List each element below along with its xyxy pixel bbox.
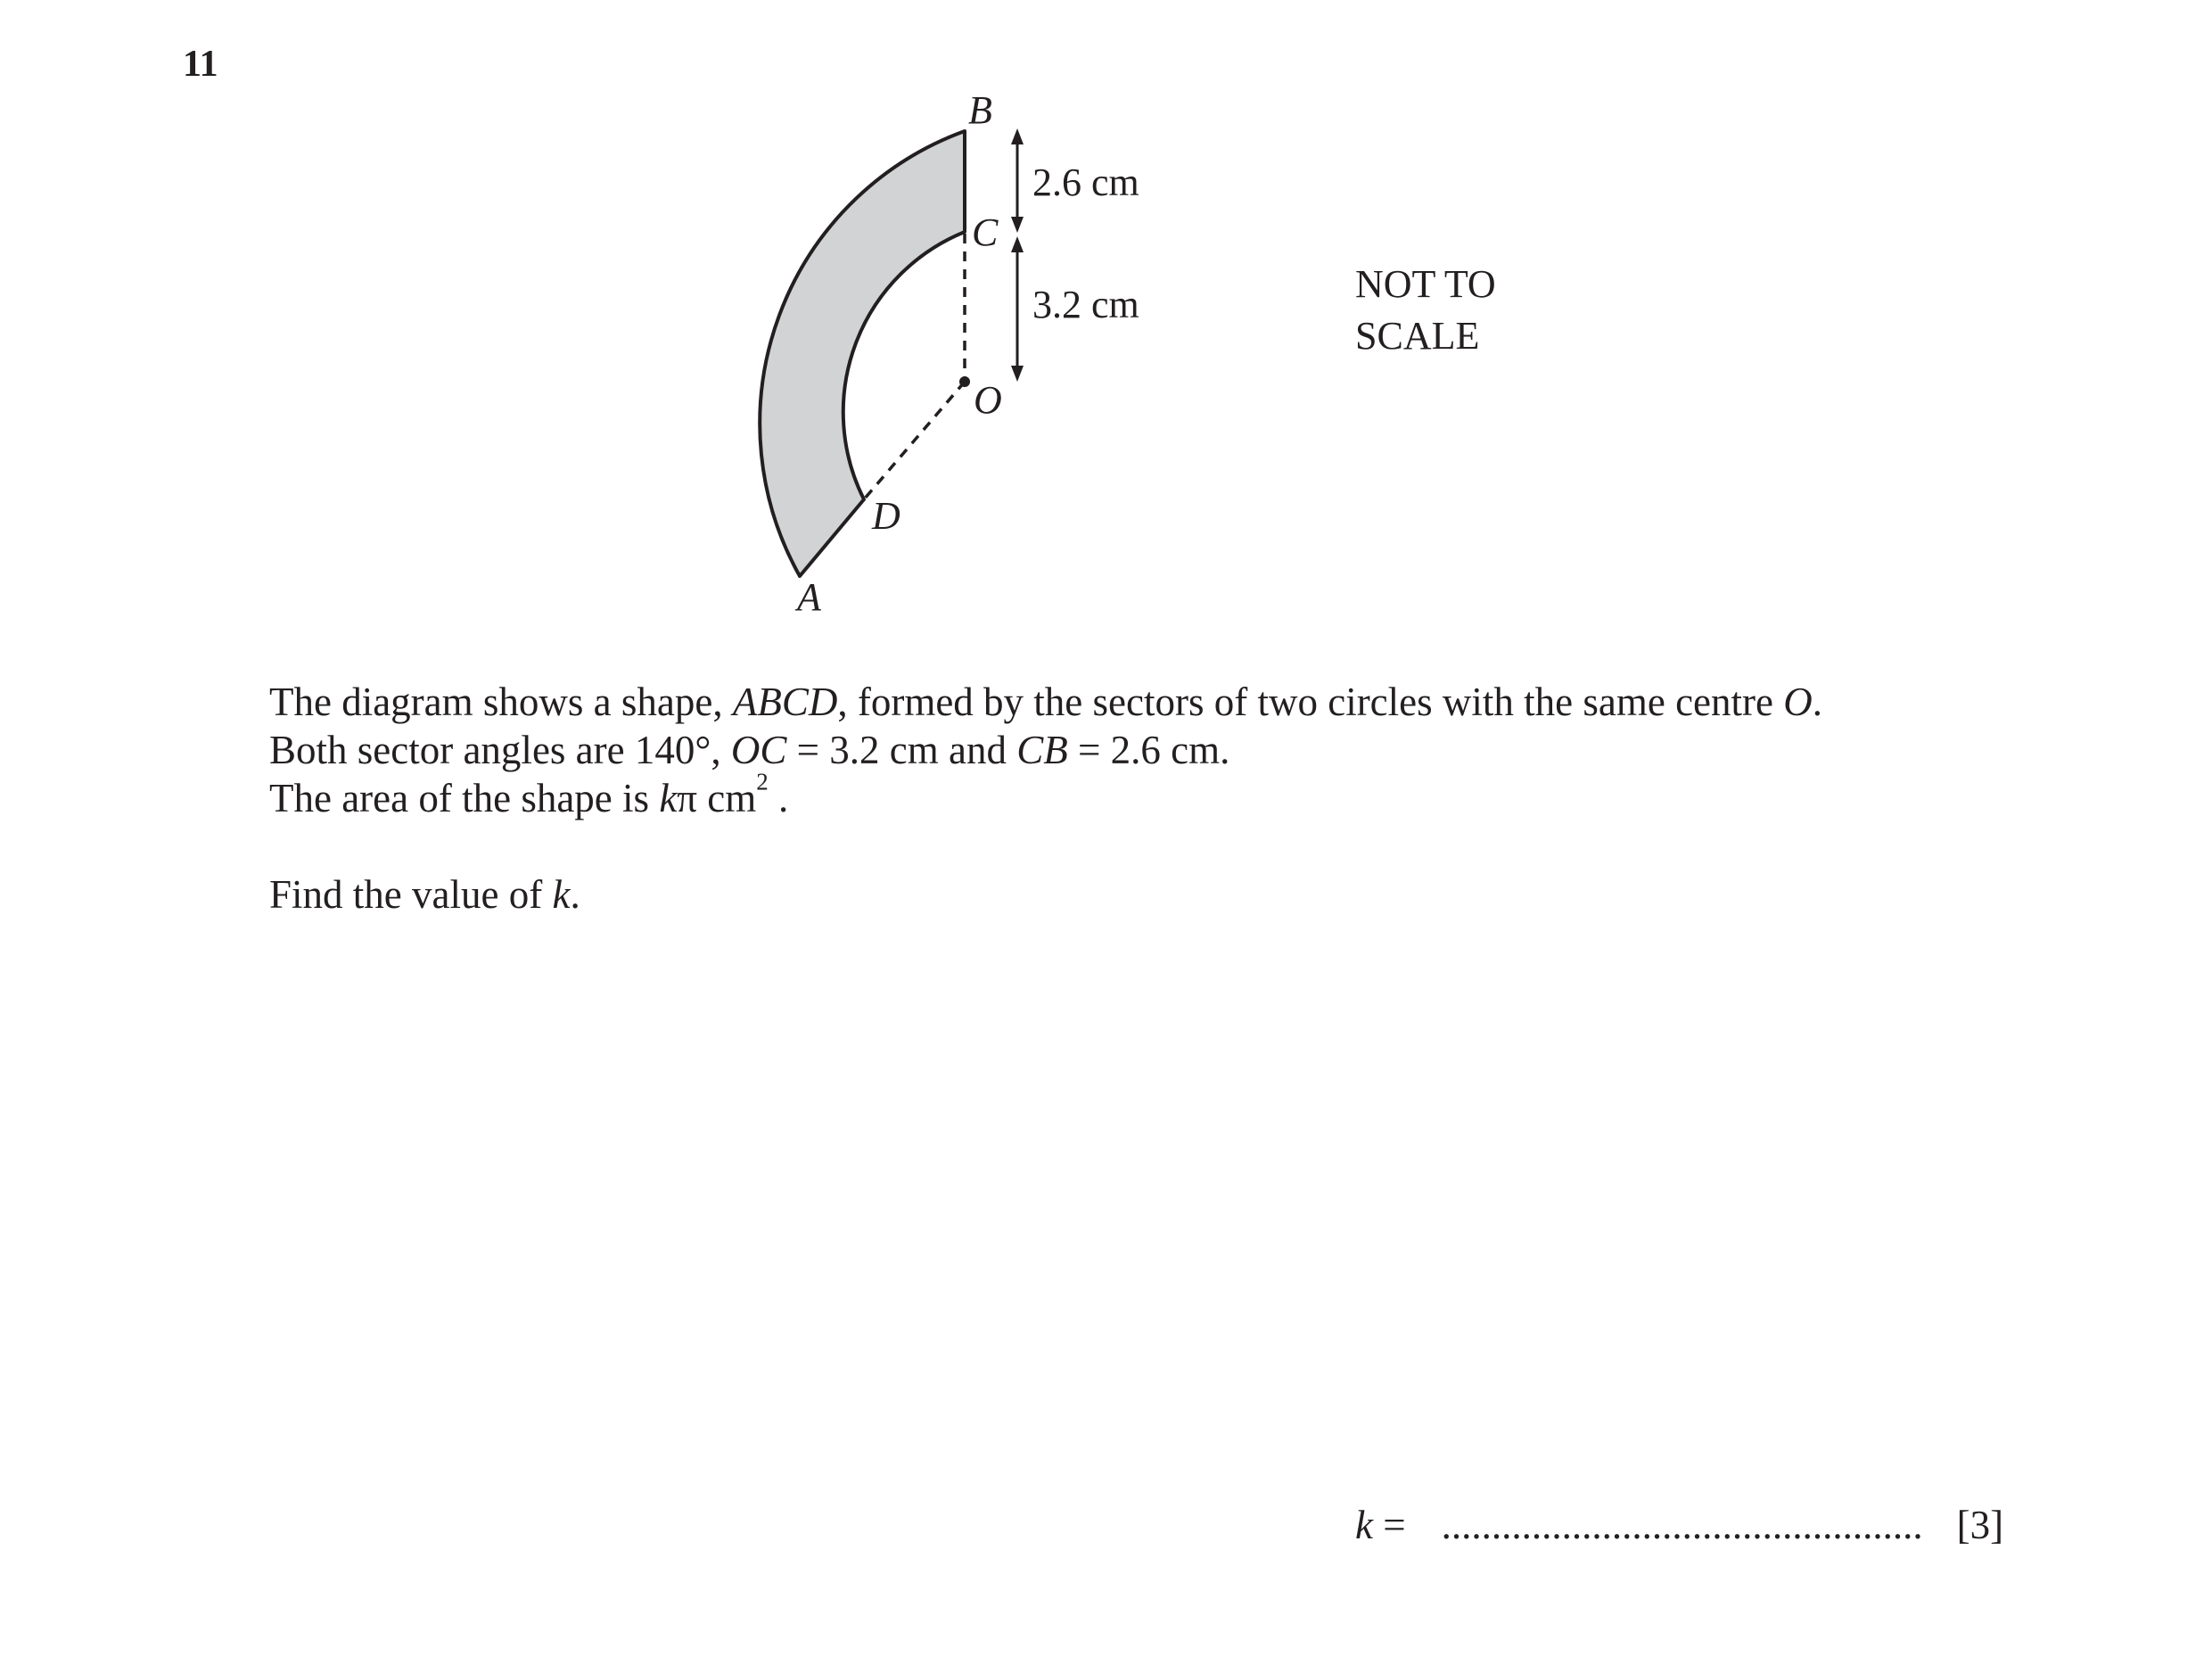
text-line-2: Both sector angles are 140°, OC = 3.2 cm and CB = 2.6 cm. bbox=[269, 728, 1230, 772]
scale-note-line1: NOT TO bbox=[1355, 262, 1496, 306]
dimension-label-oc: 3.2 cm bbox=[1032, 283, 1139, 326]
arrowhead-o-bottom bbox=[1011, 366, 1024, 382]
centre-point-o bbox=[959, 376, 970, 387]
marks-label: [3] bbox=[1956, 1503, 2004, 1547]
question-number: 11 bbox=[183, 44, 218, 85]
answer-line bbox=[1355, 1502, 2003, 1548]
dimension-label-cb: 2.6 cm bbox=[1032, 161, 1139, 204]
text-line-1: The diagram shows a shape, ABCD, formed by the sectors of two circles with the same centre O. bbox=[269, 680, 1822, 724]
label-b: B bbox=[968, 88, 992, 132]
arrowhead-c-bottom bbox=[1011, 217, 1024, 233]
label-a: A bbox=[797, 575, 821, 619]
label-c: C bbox=[972, 210, 999, 254]
answer-dots-field[interactable]: ................................................ bbox=[1441, 1503, 1923, 1547]
label-o: O bbox=[974, 378, 1002, 422]
label-d: D bbox=[872, 494, 900, 538]
shaded-shape-abcd bbox=[760, 131, 965, 576]
answer-variable: k bbox=[1355, 1503, 1373, 1547]
arrowhead-b-top bbox=[1011, 128, 1024, 144]
text-line-3: The area of the shape is kπ $cm^2$ . bbox=[269, 768, 789, 820]
scale-note-line2: SCALE bbox=[1355, 314, 1480, 358]
text-instruction: Find the value of k. bbox=[269, 872, 580, 917]
answer-equals: = bbox=[1372, 1503, 1406, 1547]
arrowhead-c-top bbox=[1011, 236, 1024, 252]
question-text bbox=[269, 678, 1822, 919]
sector-diagram bbox=[0, 0, 2212, 678]
not-to-scale-note bbox=[1355, 259, 1496, 362]
dashed-radius-od bbox=[864, 382, 965, 499]
